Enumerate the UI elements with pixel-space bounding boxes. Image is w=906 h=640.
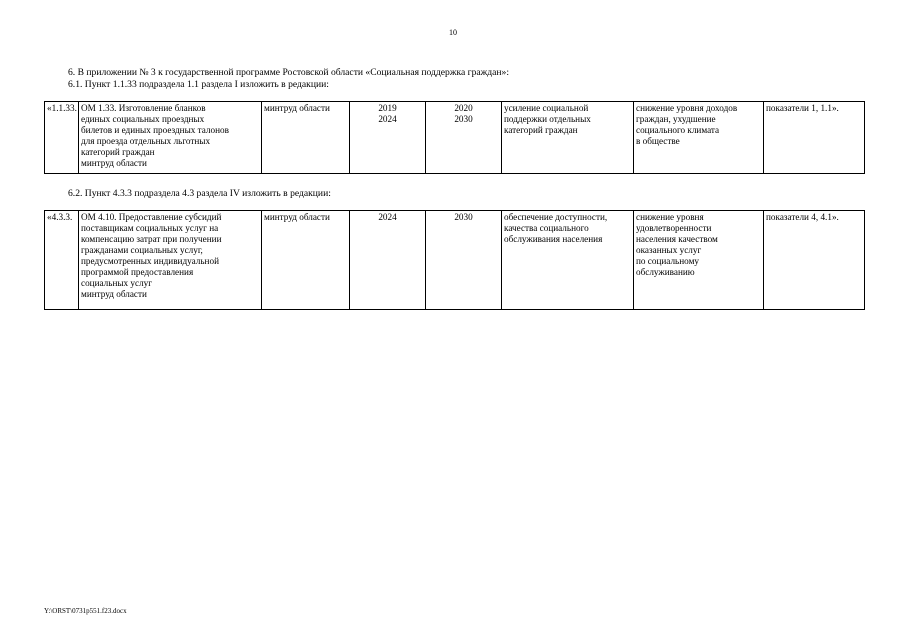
row-executor: минтруд области xyxy=(262,102,350,174)
footer-file-path: Y:\ORST\0731p551.f23.docx xyxy=(44,607,127,615)
intro-paragraph: 6. В приложении № 3 к государственной программе Ростовской области «Социальная поддержка граждан»: xyxy=(68,67,510,78)
table-row xyxy=(45,211,865,310)
section-1-heading: 6.1. Пункт 1.1.33 подраздела 1.1 раздела I изложить в редакции: xyxy=(68,79,329,90)
row-end-year: 2020 2030 xyxy=(426,102,502,174)
row-start-year: 2024 xyxy=(350,211,426,310)
row-indicators: показатели 1, 1.1». xyxy=(764,102,865,174)
row-number: «1.1.33. xyxy=(45,102,79,174)
row-consequences: снижение уровня доходов граждан, ухудшение социального климата в обществе xyxy=(634,102,764,174)
section-2-table xyxy=(44,210,865,310)
page-number: 10 xyxy=(449,28,457,37)
row-executor: минтруд области xyxy=(262,211,350,310)
row-start-year: 2019 2024 xyxy=(350,102,426,174)
row-end-year: 2030 xyxy=(426,211,502,310)
row-indicators: показатели 4, 4.1». xyxy=(764,211,865,310)
section-2-heading: 6.2. Пункт 4.3.3 подраздела 4.3 раздела IV изложить в редакции: xyxy=(68,188,331,199)
section-1-table xyxy=(44,101,865,174)
row-number: «4.3.3. xyxy=(45,211,79,310)
row-consequences: снижение уровня удовлетворенности населения качеством оказанных услуг по социальному обслуживанию xyxy=(634,211,764,310)
row-expected-result: усиление социальной поддержки отдельных категорий граждан xyxy=(502,102,634,174)
row-name: ОМ 1.33. Изготовление бланков единых социальных проездных билетов и единых проездных талонов для проезда отдельных льготных категорий граждан минтруд области xyxy=(79,102,262,174)
table-row xyxy=(45,102,865,174)
row-expected-result: обеспечение доступности, качества социального обслуживания населения xyxy=(502,211,634,310)
row-name: ОМ 4.10. Предоставление субсидий поставщикам социальных услуг на компенсацию затрат при получении гражданами социальных услуг, предусмотренных индивидуальной программой предоставления социальных услуг минтруд области xyxy=(79,211,262,310)
